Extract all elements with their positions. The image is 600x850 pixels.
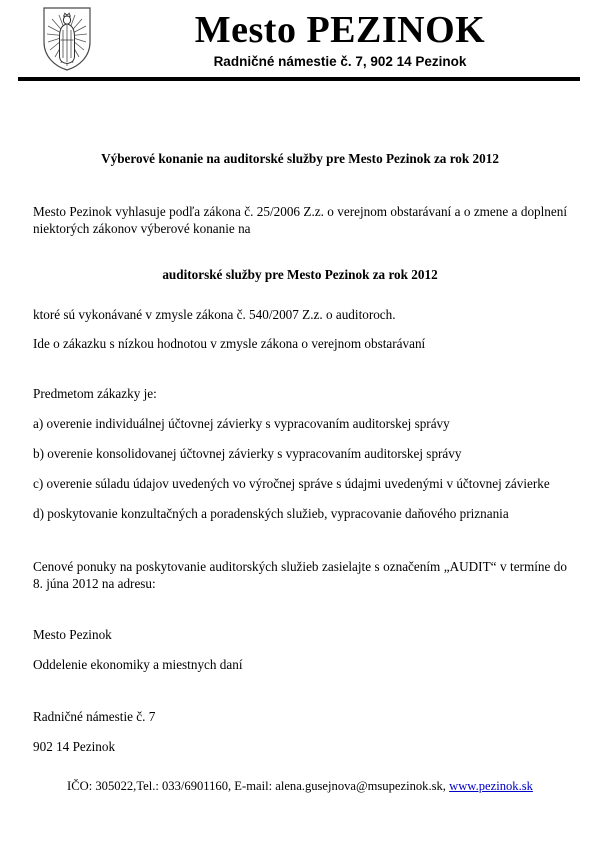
- coat-of-arms-icon: [41, 6, 93, 72]
- subject-item-c: c) overenie súladu údajov uvedených vo výročnej správe s údajmi uvedenými v účtovnej závierke: [33, 476, 550, 491]
- address-line-organization: Mesto Pezinok: [33, 627, 112, 642]
- document-body: [33, 150, 567, 755]
- subject-label: Predmetom zákazky je:: [33, 386, 157, 401]
- document-title: Výberové konanie na auditorské služby pre Mesto Pezinok za rok 2012: [101, 151, 499, 166]
- service-subheading: auditorské služby pre Mesto Pezinok za rok 2012: [162, 267, 438, 282]
- intro-paragraph: Mesto Pezinok vyhlasuje podľa zákona č. 25/2006 Z.z. o verejnom obstarávaní a o zmene a doplnení niektorých zákonov výberové konanie na: [33, 204, 567, 236]
- organization-address: Radničné námestie č. 7, 902 14 Pezinok: [213, 54, 467, 69]
- footer-contact-text: IČO: 305022,Tel.: 033/6901160, E-mail: alena.gusejnova@msupezinok.sk,: [67, 779, 450, 793]
- low-value-contract-line: Ide o zákazku s nízkou hodnotou v zmysle zákona o verejnom obstarávaní: [33, 336, 426, 351]
- law-reference-line: ktoré sú vykonávané v zmysle zákona č. 540/2007 Z.z. o auditoroch.: [33, 307, 396, 322]
- address-line-department: Oddelenie ekonomiky a miestnych daní: [33, 657, 243, 672]
- document-footer: [0, 778, 600, 794]
- subject-item-d: d) poskytovanie konzultačných a poradenských služieb, vypracovanie daňového priznania: [33, 506, 509, 521]
- letterhead: [0, 0, 600, 82]
- header-divider: [18, 77, 580, 81]
- masthead: [105, 8, 575, 70]
- subject-item-b: b) overenie konsolidovanej účtovnej závierky s vypracovaním auditorskej správy: [33, 446, 462, 461]
- offer-instructions-paragraph: Cenové ponuky na poskytovanie auditorských služieb zasielajte s označením „AUDIT“ v termíne do 8. júna 2012 na adresu:: [33, 559, 567, 591]
- website-link[interactable]: www.pezinok.sk: [449, 779, 533, 793]
- address-line-street: Radničné námestie č. 7: [33, 709, 156, 724]
- address-line-city: 902 14 Pezinok: [33, 739, 116, 754]
- subject-item-a: a) overenie individuálnej účtovnej závierky s vypracovaním auditorskej správy: [33, 416, 450, 431]
- footer-contact-line: [67, 778, 533, 794]
- organization-title: Mesto PEZINOK: [194, 9, 486, 51]
